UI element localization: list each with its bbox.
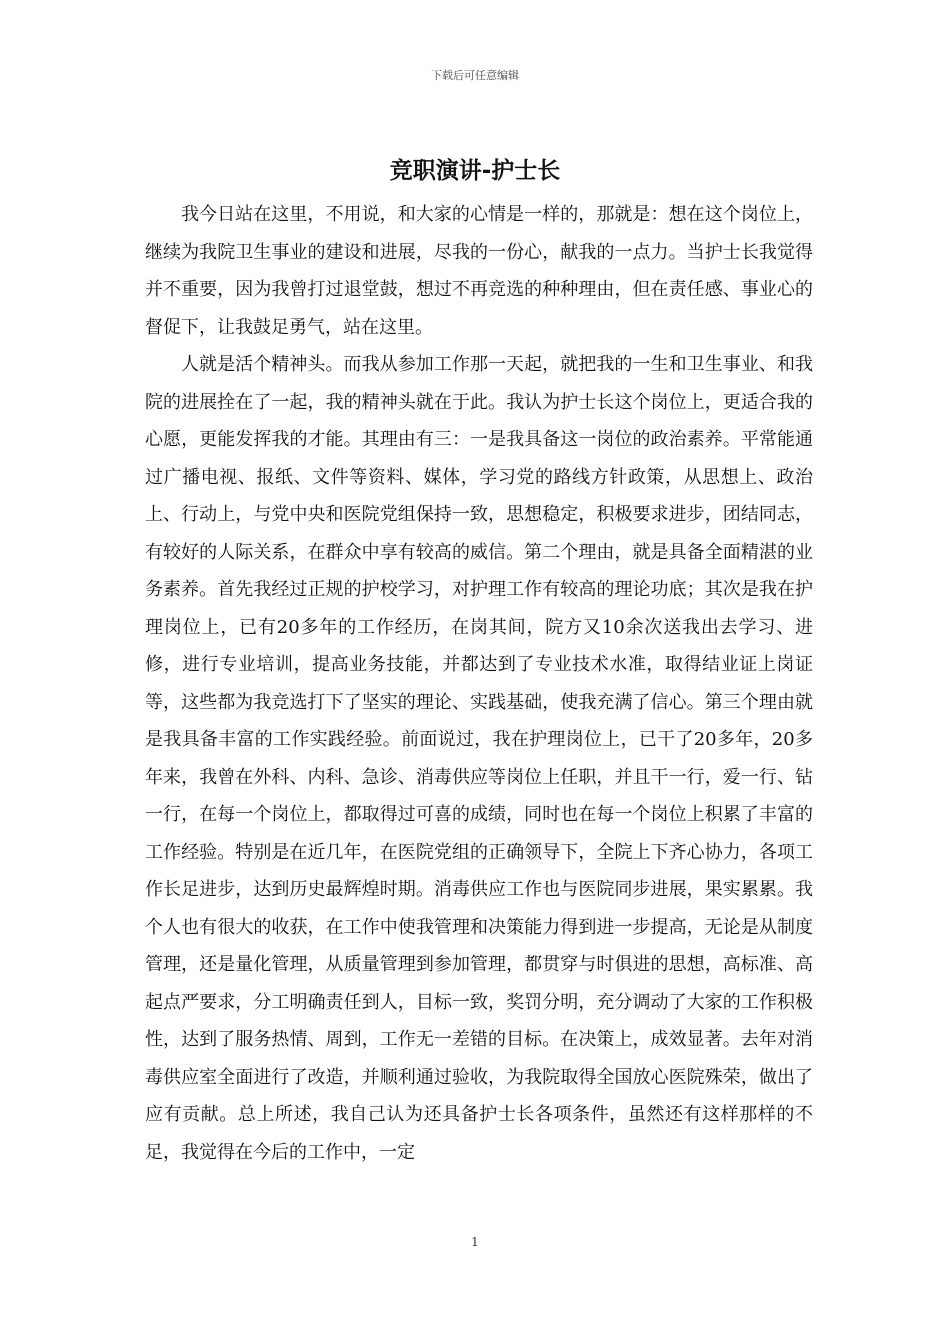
document-body (145, 196, 813, 1171)
document-title: 竞职演讲-护士长 (389, 158, 561, 184)
paragraph-2: 人就是活个精神头。而我从参加工作那一天起，就把我的一生和卫生事业、和我院的进展拴在了一起，我的精神头就在于此。我认为护士长这个岗位上，更适合我的心愿，更能发挥我的才能。其理由有三：一是我具备这一岗位的政治素养。平常能通过广播电视、报纸、文件等资料、媒体，学习党的路线方针政策，从思想上、政治上、行动上，与党中央和医院党组保持一致，思想稳定，积极要求进步，团结同志，有较好的人际关系，在群众中享有较高的威信。第二个理由，就是具备全面精湛的业务素养。首先我经过正规的护校学习，对护理工作有较高的理论功底；其次是我在护理岗位上，已有20多年的工作经历，在岗其间，院方又10余次送我出去学习、进修，进行专业培训，提高业务技能，并都达到了专业技术水准，取得结业证上岗证等，这些都为我竞选打下了坚实的理论、实践基础，使我充满了信心。第三个理由就是我具备丰富的工作实践经验。前面说过，我在护理岗位上，已干了20多年，20多年来，我曾在外科、内科、急诊、消毒供应等岗位上任职，并且干一行，爱一行、钻一行，在每一个岗位上，都取得过可喜的成绩，同时也在每一个岗位上积累了丰富的工作经验。特别是在近几年，在医院党组的正确领导下，全院上下齐心协力，各项工作长足进步，达到历史最辉煌时期。消毒供应工作也与医院同步进展，果实累累。我个人也有很大的收获，在工作中使我管理和决策能力得到进一步提高，无论是从制度管理，还是量化管理，从质量管理到参加管理，都贯穿与时俱进的思想，高标准、高起点严要求，分工明确责任到人，目标一致，奖罚分明，充分调动了大家的工作积极性，达到了服务热情、周到，工作无一差错的目标。在决策上，成效显著。去年对消毒供应室全面进行了改造，并顺利通过验收，为我院取得全国放心医院殊荣，做出了应有贡献。总上所述，我自己认为还具备护士长各项条件，虽然还有这样那样的不足，我觉得在今后的工作中，一定 (145, 354, 813, 1163)
paragraph-1: 我今日站在这里，不用说，和大家的心情是一样的，那就是：想在这个岗位上，继续为我院卫生事业的建设和进展，尽我的一份心，献我的一点力。当护士长我觉得并不重要，因为我曾打过退堂鼓，想过不再竞选的种种理由，但在责任感、事业心的督促下，让我鼓足勇气，站在这里。 (145, 204, 813, 338)
header-note: 下载后可任意编辑 (431, 69, 519, 82)
page-number: 1 (471, 1235, 479, 1249)
